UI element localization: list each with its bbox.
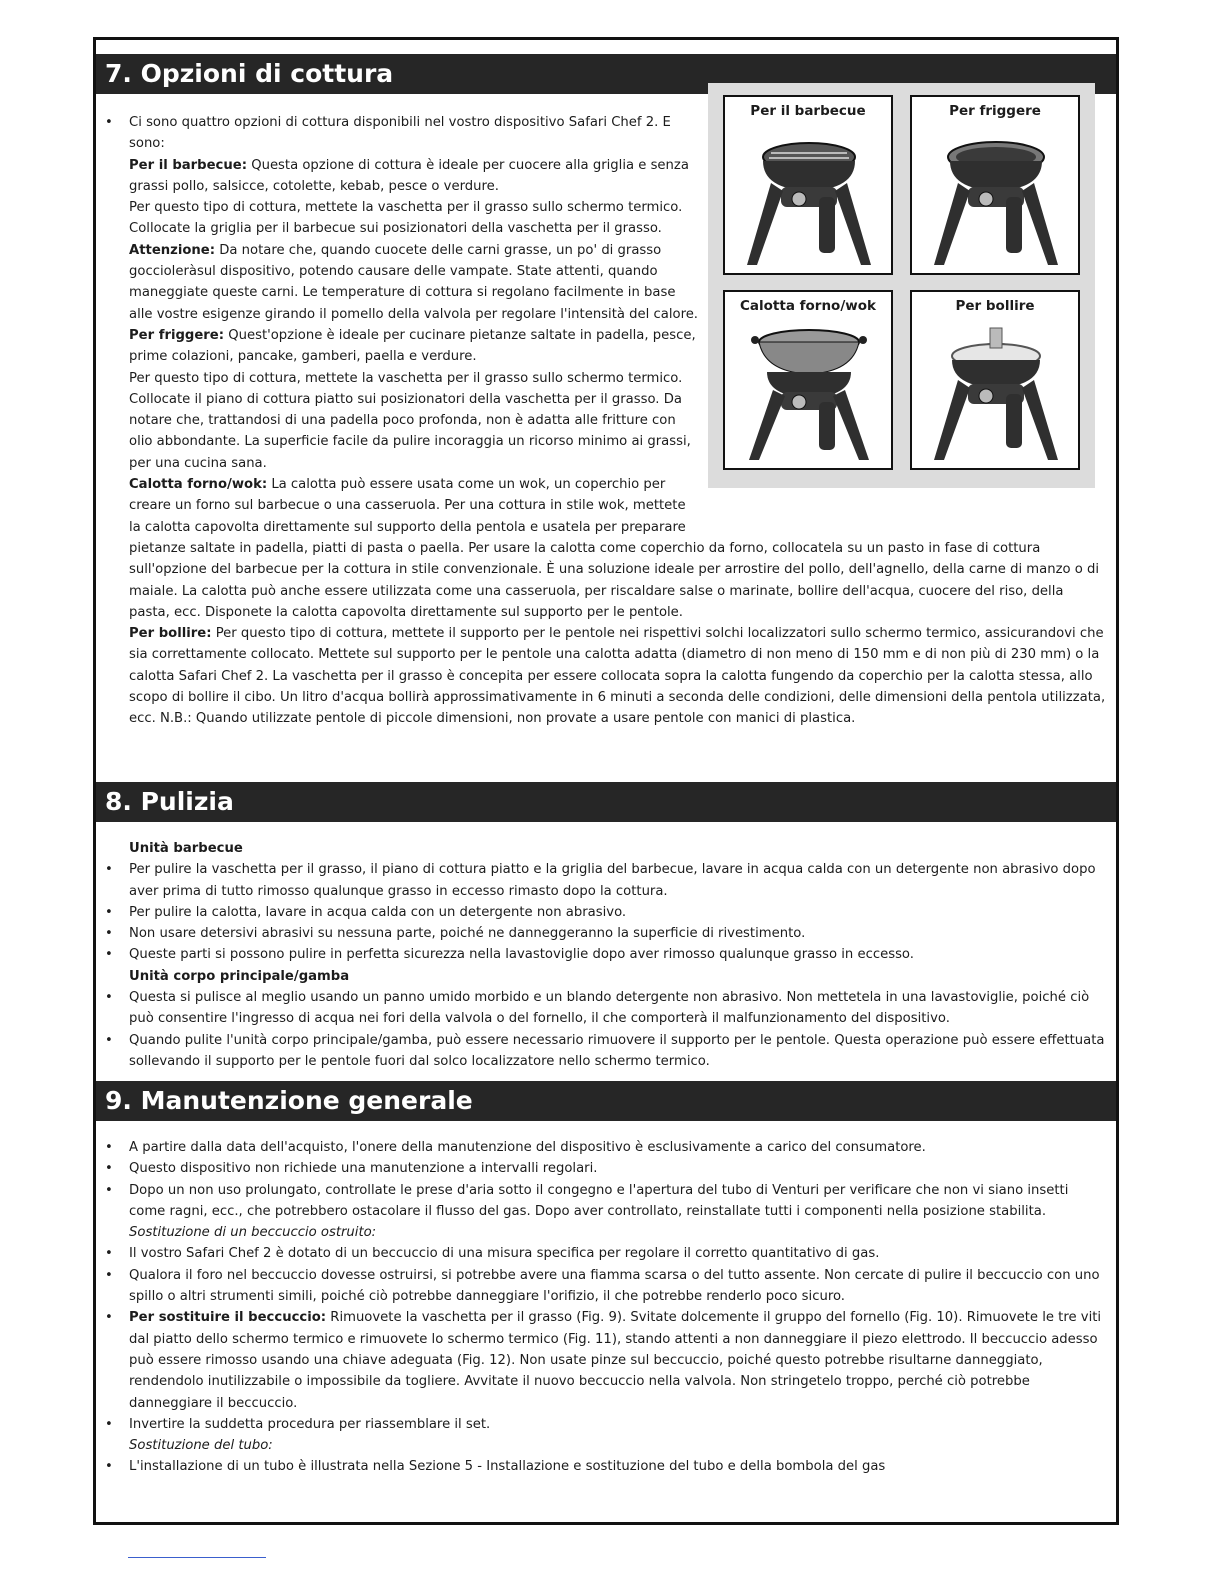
panel-title: Per friggere (949, 103, 1041, 119)
list-item: • Invertire la suddetta procedura per riassemblare il set. (96, 1414, 1116, 1435)
fry-text: Quest'opzione è ideale per cucinare pietanze saltate in padella, pesce, prime colazioni, pancake, gamberi, paella e verdure. (129, 327, 696, 365)
cooking-options-figure (708, 83, 1095, 488)
wok-text: La calotta può essere usata come un wok, un coperchio per creare un forno sul barbecue o una casseruola. Per una cottura in stile wok, mettete la calotta capovolta direttamente sul supporto della pentola e usatela per preparare (129, 477, 686, 535)
intro-text: Ci sono quattro opzioni di cottura disponibili nel vostro dispositivo Safari Chef 2. E sono: (129, 115, 671, 152)
list-item: • Questo dispositivo non richiede una manutenzione a intervalli regolari. (96, 1158, 1116, 1179)
replace-nozzle-text: Rimuovete la vaschetta per il grasso (Fig. 9). Svitate dolcemente il gruppo del fornello (Fig. 10). Rimuovete le tre viti dal piatto dello schermo termico e rimuovete lo schermo termico (Fig. 11), stando attenti a non danneggiare il piezo elettrodo. Il beccuccio adesso può essere rimosso usando una chiave adeguata (Fig. 12). Non usate pinze sul beccuccio, poiché questo potrebbe risultarne danneggiato, rendendolo inutilizzabile o impossibile da togliere. Avvitate il nuovo beccuccio nella valvola. Non stringetelo troppo, perché ciò potrebbe danneggiare il beccuccio. (129, 1310, 1102, 1411)
boil-label: Per bollire: (129, 626, 212, 642)
wok-continued (96, 538, 1116, 730)
attention-label: Attenzione: (129, 242, 216, 258)
section-7-header: 7. Opzioni di cottura (96, 54, 1116, 94)
bbq-label: Per il barbecue: (129, 157, 247, 173)
list-item: • L'installazione di un tubo è illustrata nella Sezione 5 - Installazione e sostituzione del tubo e della bombola del gas (96, 1456, 1116, 1477)
bbq-text: Questa opzione di cottura è ideale per cuocere alla griglia e senza grassi pollo, salsicce, cotolette, kebab, pesce o verdure. (129, 157, 689, 194)
wok-text-2: pietanze saltate in padella, piatti di pasta o paella. Per usare la calotta come coperchio da forno, collocatela su un pasto in fase di cottura sull'opzione del barbecue per la cottura in stile convenzionale. È una soluzione ideale per arrostire del pollo, dell'agnello, della carne di manzo o di maiale. La calotta può anche essere utilizzata come una casseruola, per riscaldare salse o marinate, bollire dell'acqua, cuocere del riso, della pasta, ecc. Disponete la calotta capovolta direttamente sul supporto per le pentole. (129, 540, 1100, 620)
panel-boiling (910, 290, 1080, 470)
panel-wok (723, 290, 893, 470)
subheading-hose: Sostituzione del tubo: (129, 1438, 273, 1454)
list-item: • Qualora il foro nel beccuccio dovesse ostruirsi, si potrebbe avere una fiamma scarsa o del tutto assente. Non cercate di pulire il beccuccio con uno spillo o altri strumenti simili, poiché ciò potrebbe danneggiare l'orifizio, il che potrebbe renderlo poco sicuro. (96, 1265, 1116, 1308)
panel-title: Per bollire (955, 298, 1035, 314)
fry-text-2: Per questo tipo di cottura, mettete la vaschetta per il grasso sullo schermo termico. Collocate il piano di cottura piatto sui posizionatori della vaschetta per il grasso. Da notare che, trattandosi di una padella poco profonda, non è adatta alle fritture con olio abbondante. La superficie facile da pulire incoraggia un ricorso minimo ai grassi, per una cucina sana. (129, 370, 691, 471)
list-item (96, 1307, 1116, 1413)
panel-title: Per il barbecue (750, 103, 866, 119)
subheading-nozzle: Sostituzione di un beccuccio ostruito: (129, 1225, 377, 1241)
boiling-cooker-icon (920, 320, 1072, 466)
list-item: • A partire dalla data dell'acquisto, l'onere della manutenzione del dispositivo è esclusivamente a carico del consumatore. (96, 1137, 1116, 1158)
wok-label: Calotta forno/wok: (129, 477, 268, 493)
attention-text: Da notare che, quando cuocete delle carni grasse, un po' di grasso goccioleràsul dispositivo, potendo causare delle vampate. State attenti, quando maneggiate queste carni. Le temperature di cottura si regolano facilmente in base alle vostre esigenze girando il pomello della valvola per regolare l'intensità del calore. (129, 242, 698, 322)
fry-label: Per friggere: (129, 327, 225, 343)
bullet-cooking-options (96, 112, 709, 538)
list-item: • Queste parti si possono pulire in perfetta sicurezza nella lavastoviglie dopo aver rimosso qualunque grasso in eccesso. (96, 944, 1116, 965)
panel-frying (910, 95, 1080, 275)
bbq-text-2: Per questo tipo di cottura, mettete la vaschetta per il grasso sullo schermo termico. Collocate la griglia per il barbecue sui posizionatori della vaschetta per il grasso. (129, 200, 683, 237)
section-9-header: 9. Manutenzione generale (96, 1081, 1116, 1121)
wok-cooker-icon (733, 320, 885, 466)
frying-cooker-icon (920, 125, 1072, 271)
list-item: • Quando pulite l'unità corpo principale/gamba, può essere necessario rimuovere il supporto per le pentole. Questa operazione può essere effettuata sollevando il supporto per le pentole fuori dal solco localizzatore nello schermo termico. (96, 1030, 1116, 1073)
bbq-cooker-icon (733, 125, 885, 271)
list-item: • Il vostro Safari Chef 2 è dotato di un beccuccio di una misura specifica per regolare il corretto quantitativo di gas. (96, 1243, 1116, 1264)
section-9-body (96, 1137, 1116, 1478)
list-item: • Per pulire la calotta, lavare in acqua calda con un detergente non abrasivo. (96, 902, 1116, 923)
replace-nozzle-label: Per sostituire il beccuccio: (129, 1310, 327, 1326)
section-8-body (96, 838, 1116, 1072)
panel-title: Calotta forno/wok (740, 298, 876, 314)
list-item: • Per pulire la vaschetta per il grasso, il piano di cottura piatto e la griglia del barbecue, lavare in acqua calda con un detergente non abrasivo dopo aver prima di tutto rimosso qualunque grasso in eccesso rimasto dopo la cottura. (96, 859, 1116, 902)
list-item: • Non usare detersivi abrasivi su nessuna parte, poiché ne danneggeranno la superficie di rivestimento. (96, 923, 1116, 944)
list-item: • Questa si pulisce al meglio usando un panno umido morbido e un blando detergente non abrasivo. Non mettetela in una lavastoviglie, poiché ciò può consentire l'ingresso di acqua nei fori della valvola o del fornello, il che comporterà il malfunzionamento del dispositivo. (96, 987, 1116, 1030)
section-8-header: 8. Pulizia (96, 782, 1116, 822)
boil-text: Per questo tipo di cottura, mettete il supporto per le pentole nei rispettivi solchi localizzatori sullo schermo termico, assicurandovi che sia correttamente collocato. Mettete sul supporto per le pentole una calotta adatta (diametro di non meno di 150 mm e di non più di 230 mm) o la calotta Safari Chef 2. La vaschetta per il grasso è concepita per essere collocata sopra la calotta fungendo da coperchio per la calotta stessa, allo scopo di bollire il cibo. Un litro d'acqua bollirà approssimativamente in 6 minuti a seconda delle condizioni, delle dimensioni della pentola utilizzata, ecc. N.B.: Quando utilizzate pentole di piccole dimensioni, non provate a usare pentole con manici di plastica. (129, 626, 1106, 727)
subheading-body-leg-unit: Unità corpo principale/gamba (129, 968, 350, 984)
subheading-barbecue-unit: Unità barbecue (129, 841, 243, 856)
footer-underline (128, 1557, 266, 1558)
list-item: • Dopo un non uso prolungato, controllate le prese d'aria sotto il congegno e l'apertura del tubo di Venturi per verificare che non vi siano insetti come ragni, ecc., che potrebbero ostacolare il flusso del gas. Dopo aver controllato, reinstallate tutti i componenti nella posizione stabilita. (96, 1180, 1116, 1223)
panel-barbecue (723, 95, 893, 275)
